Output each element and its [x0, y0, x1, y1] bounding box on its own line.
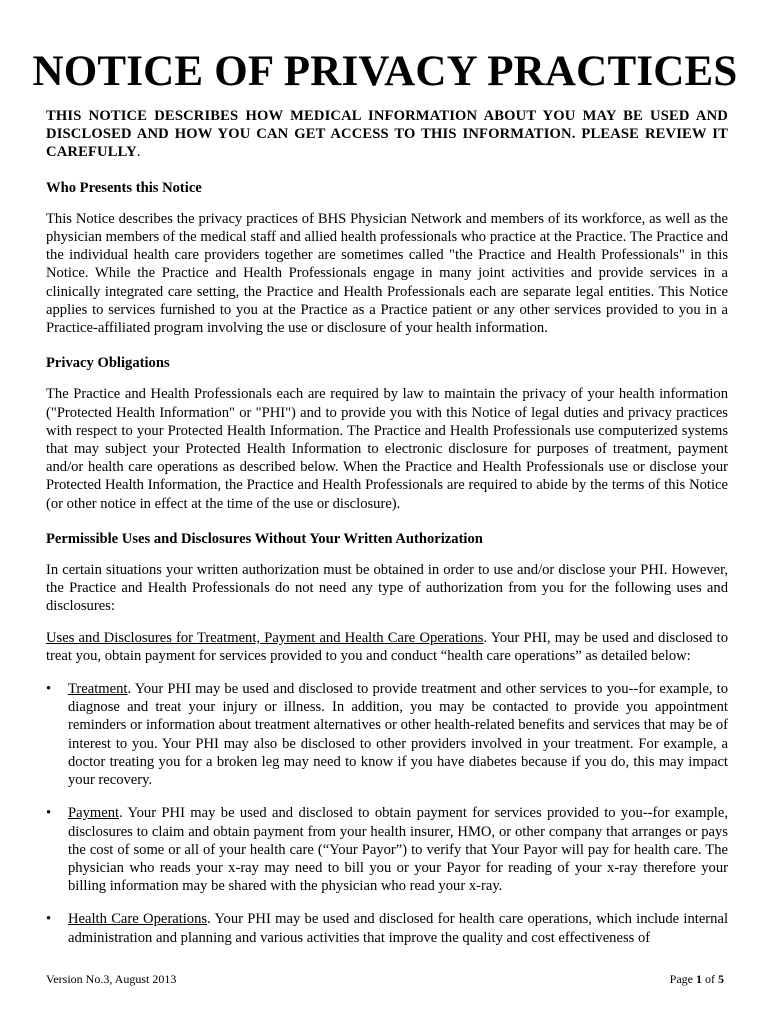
footer-version: Version No.3, August 2013: [46, 972, 177, 986]
tpo-body: . Your PHI, may be used and disclosed to treat you, obtain payment for services provided to you and conduct “health care operations” as detailed below:: [46, 629, 728, 664]
intro-notice: [46, 107, 728, 162]
intro-text: THIS NOTICE DESCRIBES HOW MEDICAL INFORMATION ABOUT YOU MAY BE USED AND DISCLOSED AND HOW YOU CAN GET ACCESS TO THIS INFORMATION. PLEASE REVIEW IT CAREFULLY: [46, 108, 728, 161]
bullet-health-care-operations: [46, 910, 728, 946]
heading-permissible-uses: Permissible Uses and Disclosures Without Your Written Authorization: [46, 530, 483, 547]
page-prefix: Page: [669, 972, 696, 986]
bullet-text: . Your PHI may be used and disclosed to provide treatment and other services to you--for example, to diagnose and treat your injury or illness. In addition, you may be contacted to provide you appointment reminders or information about treatment alternatives or other health-related benefits and services that may be of interest to you. Your PHI may also be disclosed to other providers involved in your treatment. For example, a doctor treating you for a broken leg may need to know if you have diabetes because if you do, this may impact your recovery.: [68, 681, 728, 789]
bullet-icon: •: [46, 681, 52, 698]
heading-privacy-obligations: Privacy Obligations: [46, 355, 170, 372]
page-current: 1: [696, 972, 702, 986]
para-tpo: [46, 629, 728, 665]
document-body: [46, 107, 728, 947]
page-total: 5: [718, 972, 724, 986]
intro-period: .: [136, 144, 141, 161]
page-mid: of: [702, 972, 718, 986]
uses-bullet-list: [46, 680, 728, 947]
bullet-label: Treatment: [68, 681, 128, 698]
bullet-icon: •: [46, 805, 52, 822]
para-who-presents: This Notice describes the privacy practices of BHS Physician Network and members of its workforce, as well as the physician members of the medical staff and allied health professionals who practice at the Practice. The Practice and the individual health care providers together are sometimes called "the Practice and Health Professionals" in this Notice. While the Practice and Health Professionals engage in many joint activities and provide services in a clinically integrated care setting, the Practice and Health Professionals each are separate legal entities. This Notice applies to services furnished to you at the Practice as a Practice patient or any other services provided to you in a Practice-affiliated program involving the use or disclosure of your health information.: [46, 210, 728, 337]
heading-who-presents: Who Presents this Notice: [46, 179, 202, 196]
bullet-treatment: [46, 680, 728, 789]
bullet-text: . Your PHI may be used and disclosed to obtain payment for services provided to you--for example, disclosures to claim and obtain payment from your health insurer, HMO, or other company that arranges or pays the cost of some or all of your health care (“Your Payor”) to verify that Your Payor will pay for health care. The physician who reads your x-ray may need to bill you or your Payor for reading of your x-ray therefore your billing information may be shared with the physician who read your x-ray.: [68, 805, 728, 895]
para-permissible-uses: In certain situations your written authorization must be obtained in order to use and/or disclose your PHI. However, the Practice and Health Professionals do not need any type of authorization from you for the following uses and disclosures:: [46, 562, 728, 615]
bullet-icon: •: [46, 911, 52, 928]
bullet-text: . Your PHI may be used and disclosed for health care operations, which include internal administration and planning and various activities that improve the quality and cost effectiveness of: [68, 911, 728, 946]
tpo-label: Uses and Disclosures for Treatment, Payment and Health Care Operations: [46, 629, 484, 646]
page-title: NOTICE OF PRIVACY PRACTICES: [32, 48, 738, 95]
footer-page-number: [670, 972, 724, 987]
bullet-payment: [46, 804, 728, 895]
bullet-label: Payment: [68, 805, 120, 822]
para-privacy-obligations: The Practice and Health Professionals each are required by law to maintain the privacy of your health information ("Protected Health Information" or "PHI") and to provide you with this Notice of legal duties and privacy practices with respect to your Protected Health Information. The Practice and Health Professionals use computerized systems that may subject your Protected Health Information to electronic disclosure for purposes of treatment, payment and/or health care operations as described below. When the Practice and Health Professionals use or disclose your Protected Health Information, the Practice and Health Professionals are required to abide by the terms of this Notice (or other notice in effect at the time of the use or disclosure).: [46, 386, 728, 512]
bullet-label: Health Care Operations: [68, 911, 208, 928]
